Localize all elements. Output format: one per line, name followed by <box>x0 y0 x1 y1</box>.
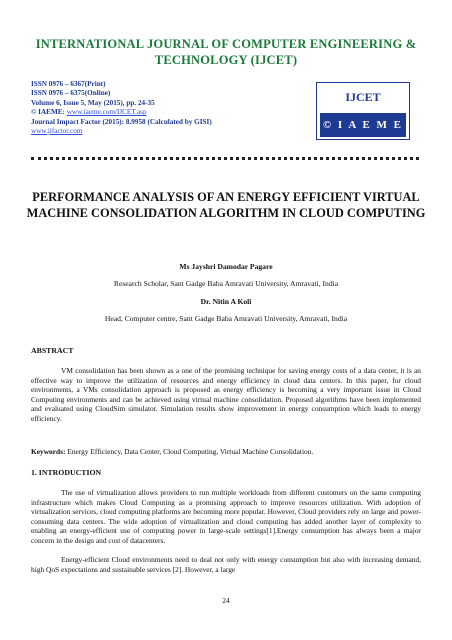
keywords <box>31 447 421 457</box>
introduction-heading: 1. INTRODUCTION <box>31 468 102 477</box>
ijcet-logo <box>316 82 410 140</box>
iaeme-prefix: © IAEME: <box>31 108 67 117</box>
author-name: Dr. Nitin A Koli <box>200 297 252 306</box>
page-number: 24 <box>222 596 230 605</box>
keywords-text: Energy Efficiency, Data Center, Cloud Computing, Virtual Machine Consolidation. <box>65 447 314 456</box>
jifactor-link[interactable]: www.jifactor.com <box>31 127 83 136</box>
abstract-text <box>31 366 421 424</box>
header-divider <box>31 157 419 160</box>
volume-info: Volume 6, Issue 5, May (2015), pp. 24-35 <box>31 98 155 107</box>
impact-factor: Journal Impact Factor (2015): 8.9958 (Calculated by GISI) <box>31 117 212 126</box>
keywords-label: Keywords: <box>31 447 66 456</box>
author-affiliation: Head, Computer centre, Sant Gadge Baba Amravati University, Amravati, India <box>104 314 348 323</box>
iaeme-line <box>31 108 311 117</box>
author-1 <box>20 262 432 289</box>
abstract-heading: ABSTRACT <box>31 346 74 355</box>
logo-bottom-text: © I A E M E <box>320 113 406 137</box>
issn-online: ISSN 0976 – 6375(Online) <box>31 89 111 98</box>
intro-body-1: The use of virtualization allows providers to run multiple workloads from different customers on the same computing infrastructure which makes Cloud Computing as a promising approach to improve resources utilization. With adoption of virtualization services, cloud computing platforms are becoming more popular. However, Cloud providers rely on large and power-consuming data centers. The wide adoption of virtualization and cloud computing has added another layer of complexity to enabling an energy-efficient use of computing power in large-scale settings[1].Energy consumption has always been a major concern in the design and cost of datacenters. <box>31 488 421 545</box>
journal-title: INTERNATIONAL JOURNAL OF COMPUTER ENGINEERING & TECHNOLOGY (IJCET) <box>35 37 417 67</box>
logo-top-text: IJCET <box>345 89 381 104</box>
author-affiliation: Research Scholar, Sant Gadge Baba Amravati University, Amravati, India <box>113 279 339 288</box>
journal-info <box>31 80 311 136</box>
introduction-paragraph-2 <box>31 555 421 574</box>
intro-body-2: Energy-efficient Cloud environments need to deal not only with energy consumption but also with increasing demand, high QoS expectations and sustainable services [2]. However, a large <box>31 555 421 574</box>
paper-title: PERFORMANCE ANALYSIS OF AN ENERGY EFFICIENT VIRTUAL MACHINE CONSOLIDATION ALGORITHM IN CLOUD COMPUTING <box>26 190 426 220</box>
introduction-paragraph-1 <box>31 488 421 546</box>
author-name: Ms Jayshri Damodar Pagare <box>179 262 273 271</box>
author-2 <box>20 297 432 324</box>
abstract-body: VM consolidation has been shown as a one of the promising technique for saving energy costs of a data center, it is an effective way to improve the utilization of resources and energy efficiency in cloud data centers. In this paper, for cloud environments, a VMs consolidation approach is proposed as energy efficiency is becoming a very important issue in Cloud Computing environments and can be achieved using virtual machine consolidation. Proposed algorithms have been implemented and evaluated using CloudSim simulator. Simulation results show improvement in energy consumption which leads to energy efficiency. <box>31 366 421 423</box>
issn-print: ISSN 0976 – 6367(Print) <box>31 80 106 88</box>
iaeme-link[interactable]: www.iaeme.com/IJCET.asp <box>66 108 147 117</box>
